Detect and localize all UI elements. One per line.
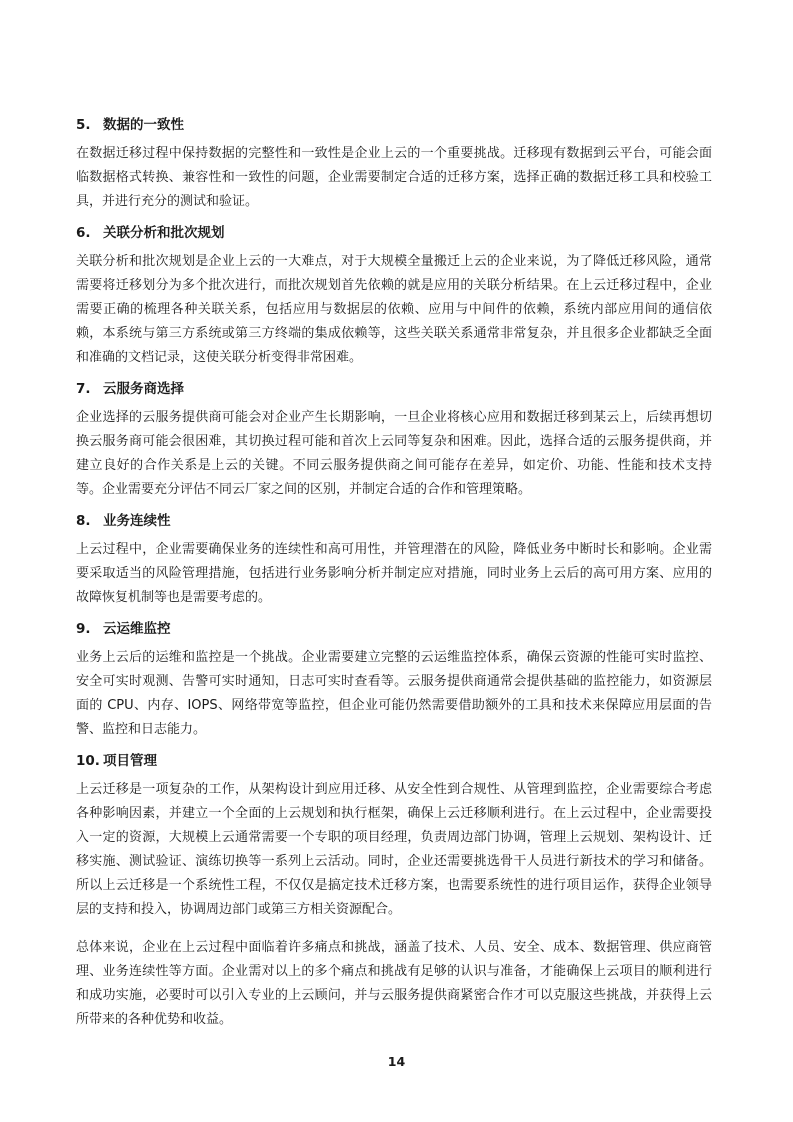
section-body: 在数据迁移过程中保持数据的完整性和一致性是企业上云的一个重要挑战。迁移现有数据到云平台，可能会面临数据格式转换、兼容性和一致性的问题，企业需要制定合适的迁移方案，选择正确的数据迁移工具和校验工具，并进行充分的测试和验证。 (76, 146, 712, 209)
section-heading (76, 378, 712, 400)
section-data-consistency (76, 114, 712, 214)
section-body: 企业选择的云服务提供商可能会对企业产生长期影响，一旦企业将核心应用和数据迁移到某云上，后续再想切换云服务商可能会很困难，其切换过程可能和首次上云同等复杂和困难。因此，选择合适的云服务提供商，并建立良好的合作关系是上云的关键。不同云服务提供商之间可能存在差异，如定价、功能、性能和技术支持等。企业需要充分评估不同云厂家之间的区别，并制定合适的合作和管理策略。 (76, 410, 712, 497)
section-number: 5. (76, 117, 91, 133)
section-title: 云服务商选择 (103, 381, 184, 397)
section-number: 7. (76, 381, 91, 397)
summary-paragraph: 总体来说，企业在上云过程中面临着许多痛点和挑战，涵盖了技术、人员、安全、成本、数据管理、供应商管理、业务连续性等方面。企业需对以上的多个痛点和挑战有足够的认识与准备，才能确保上云项目的顺利进行和成功实施，必要时可以引入专业的上云顾问，并与云服务提供商紧密合作才可以克服这些挑战，并获得上云所带来的各种优势和收益。 (76, 940, 712, 1027)
section-dependency-analysis (76, 222, 712, 370)
section-heading (76, 618, 712, 640)
section-body: 关联分析和批次规划是企业上云的一大难点，对于大规模全量搬迁上云的企业来说，为了降低迁移风险，通常需要将迁移划分为多个批次进行，而批次规划首先依赖的就是应用的关联分析结果。在上云迁移过程中，企业需要正确的梳理各种关联关系，包括应用与数据层的依赖、应用与中间件的依赖，系统内部应用间的通信依赖，本系统与第三方系统或第三方终端的集成依赖等，这些关联关系通常非常复杂，并且很多企业都缺乏全面和准确的文档记录，这使关联分析变得非常困难。 (76, 254, 712, 365)
section-heading (76, 114, 712, 136)
page-number: 14 (387, 1054, 406, 1069)
section-title: 数据的一致性 (103, 117, 184, 133)
section-number: 8. (76, 513, 91, 529)
section-heading (76, 510, 712, 532)
section-number: 6. (76, 225, 91, 241)
document-page (76, 114, 712, 1040)
section-body: 上云迁移是一项复杂的工作，从架构设计到应用迁移、从安全性到合规性、从管理到监控，企业需要综合考虑各种影响因素，并建立一个全面的上云规划和执行框架，确保上云迁移顺利进行。在上云过程中，企业需要投入一定的资源，大规模上云通常需要一个专职的项目经理，负责周边部门协调，管理上云规划、架构设计、迁移实施、测试验证、演练切换等一系列上云活动。同时，企业还需要挑选骨干人员进行新技术的学习和储备。所以上云迁移是一个系统性工程，不仅仅是搞定技术迁移方案，也需要系统性的进行项目运作，获得企业领导层的支持和投入，协调周边部门或第三方相关资源配合。 (76, 782, 712, 917)
section-body: 业务上云后的运维和监控是一个挑战。企业需要建立完整的云运维监控体系，确保云资源的性能可实时监控、安全可实时观测、告警可实时通知，日志可实时查看等。云服务提供商通常会提供基础的监控能力，如资源层面的 CPU、内存、IOPS、网络带宽等监控，但企业可能仍然需要借助额外的工具和技术来保障应用层面的告警、监控和日志能力。 (76, 650, 712, 737)
section-cloud-ops-monitoring (76, 618, 712, 742)
section-heading (76, 750, 712, 772)
section-title: 业务连续性 (103, 513, 171, 529)
section-heading (76, 222, 712, 244)
section-title: 项目管理 (103, 753, 157, 769)
section-title: 云运维监控 (103, 621, 171, 637)
section-body: 上云过程中，企业需要确保业务的连续性和高可用性，并管理潜在的风险，降低业务中断时长和影响。企业需要采取适当的风险管理措施，包括进行业务影响分析并制定应对措施，同时业务上云后的高可用方案、应用的故障恢复机制等也是需要考虑的。 (76, 542, 712, 605)
section-number: 9. (76, 621, 91, 637)
section-cloud-provider-selection (76, 378, 712, 502)
section-project-management (76, 750, 712, 922)
section-title: 关联分析和批次规划 (103, 225, 225, 241)
section-number: 10. (76, 753, 100, 769)
section-business-continuity (76, 510, 712, 610)
